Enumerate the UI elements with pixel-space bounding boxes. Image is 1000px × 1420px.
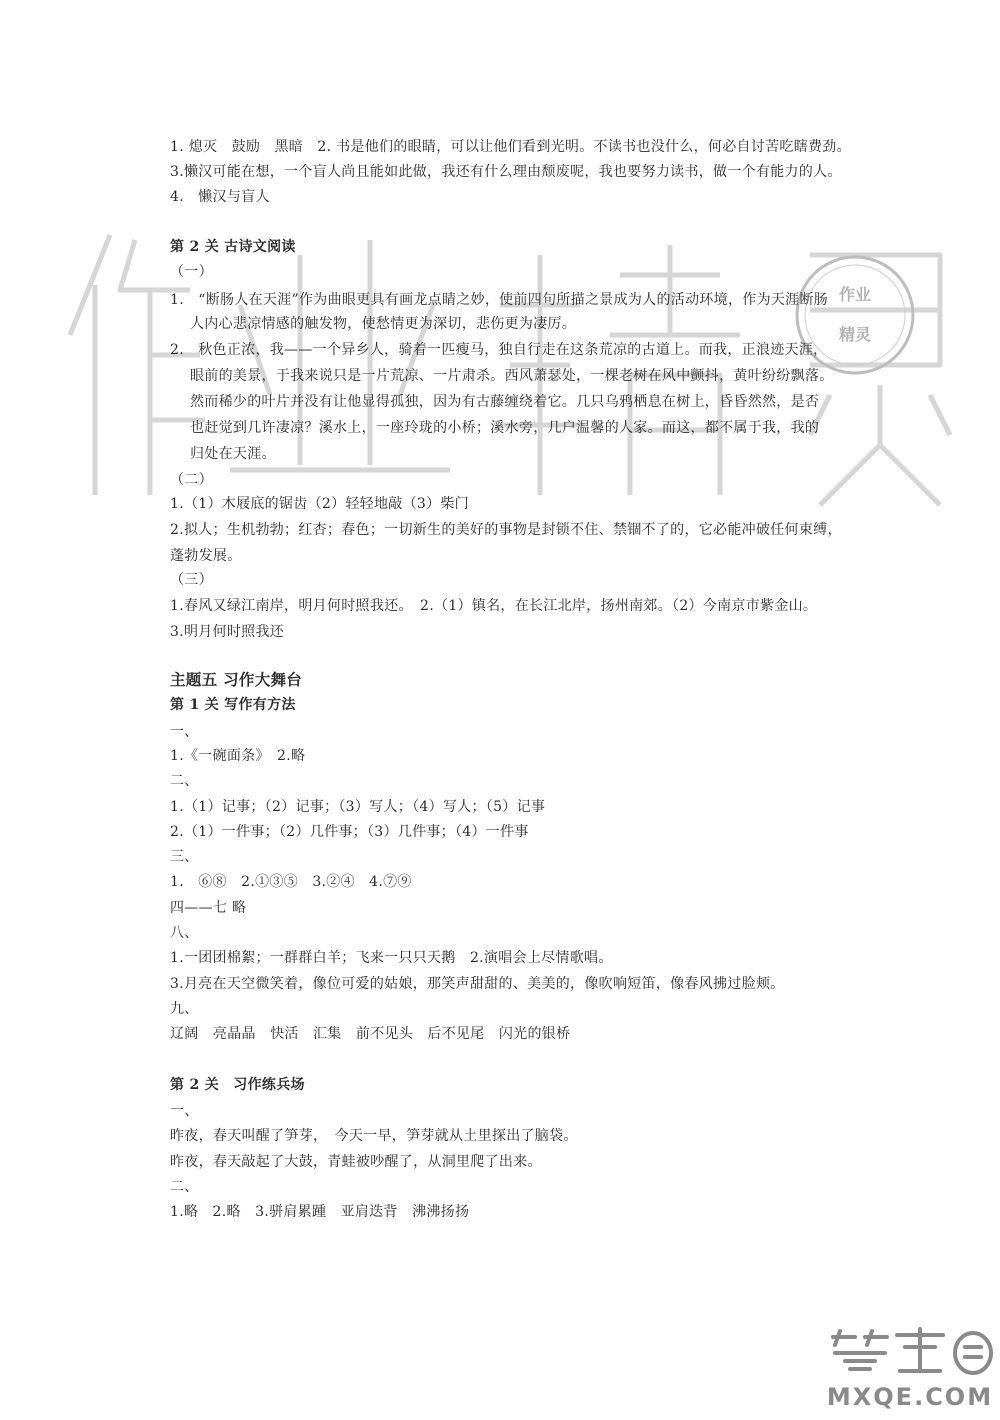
answer-line: 昨夜，春天敲起了大鼓，青蛙被吵醒了，从洞里爬了出来。 (170, 1154, 542, 1170)
answer-line: 人内心悲凉情感的触发物，使愁情更为深切，悲伤更为凄厉。 (190, 316, 577, 332)
answer-line: 1.一团团棉絮；一群群白羊；飞来一只只天鹅 2.演唱会上尽情歌唱。 (170, 950, 613, 966)
answer-line: 四——七 略 (170, 900, 247, 916)
answer-line: 然而稀少的叶片并没有让他显得孤独，因为有古藤缠绕着它。几只乌鸦栖息在树上，昏昏然然，是否 (190, 394, 820, 410)
answer-line: 3.明月何时照我还 (170, 624, 285, 640)
section-heading: 第 1 关 写作有方法 (170, 697, 296, 713)
answer-line: 昨夜，春天叫醒了笋芽， 今天一早，笋芽就从土里探出了脑袋。 (170, 1128, 578, 1144)
answer-line: 1.略 2.略 3.骈肩累踵 亚肩迭背 沸沸扬扬 (170, 1204, 470, 1220)
answer-line: 4. 懒汉与盲人 (170, 189, 270, 205)
subsection-label: 二、 (170, 1179, 199, 1195)
svg-text:作业精灵: 作业精灵 (40, 200, 105, 219)
answer-line: 1.（1）木屐底的锯齿（2）轻轻地敲（3）柴门 (170, 496, 469, 512)
subsection-label: （二） (170, 472, 213, 488)
theme-heading: 主题五 习作大舞台 (170, 670, 303, 689)
svg-text:精灵: 精灵 (838, 325, 872, 344)
svg-text:MXQE.COM: MXQE.COM (826, 1383, 994, 1411)
answer-line: 2.拟人；生机勃勃；红杏；春色；一切新生的美好的事物是封锁不住、禁锢不了的，它必能冲破任何束缚， (170, 522, 842, 538)
subsection-label: （一） (170, 264, 213, 280)
answer-line: 1.春风又绿江南岸，明月何时照我还。 2.（1）镇名，在长江北岸，扬州南郊。（2）今南京市紫金山。 (170, 598, 818, 614)
subsection-label: 一、 (170, 1103, 199, 1119)
answer-line: 2. 秋色正浓，我——一个异乡人，骑着一匹瘦马，独自行走在这条荒凉的古道上。而我，正浪迹天涯， (170, 342, 828, 358)
svg-text:作业: 作业 (838, 285, 872, 304)
answer-line: 归处在天涯。 (190, 446, 276, 462)
answer-line: 1. “断肠人在天涯”作为曲眼更具有画龙点睛之妙，使前四句所描之景成为人的活动环境，作为天涯断肠 (170, 292, 829, 308)
answer-line: 蓬勃发展。 (170, 548, 242, 564)
answer-line: 1.《一碗面条》 2.略 (170, 748, 306, 764)
answer-line: 辽阔 亮晶晶 快活 汇集 前不见头 后不见尾 闪光的银桥 (170, 1026, 571, 1042)
answer-line: 1.（1）记事；（2）记事；（3）写人；（4）写人；（5）记事 (170, 799, 546, 815)
subsection-label: 三、 (170, 849, 199, 865)
answer-line: 也赶觉到几许凄凉？溪水上，一座玲珑的小桥；溪水旁，几户温馨的人家。而这，都不属于我，我的 (190, 420, 820, 436)
subsection-label: 九、 (170, 1001, 199, 1017)
section-heading: 第 2 关 习作练兵场 (170, 1077, 305, 1093)
answer-line: 3.月亮在天空微笑着，像位可爱的姑娘，那笑声甜甜的、美美的，像吹响短笛，像春风拂过脸颊。 (170, 976, 785, 992)
subsection-label: 八、 (170, 925, 199, 941)
answer-line: 2.（1）一件事；（2）几件事；（3）几件事；（4）一件事 (170, 824, 529, 840)
answer-line: 眼前的美景，于我来说只是一片荒凉、一片肃杀。西风萧瑟处，一棵老树在风中颤抖，黄叶纷纷飘落。 (190, 368, 834, 384)
answer-line: 1. ⑥⑧ 2.①③⑤ 3.②④ 4.⑦⑨ (170, 874, 412, 890)
subsection-label: （三） (170, 572, 213, 588)
section-heading: 第 2 关 古诗文阅读 (170, 239, 296, 255)
answer-line: 3.懒汉可能在想，一个盲人尚且能如此做，我还有什么理由颓废呢，我也要努力读书，做一个有能力的人。 (170, 164, 842, 180)
answer-line: 1. 熄灭 鼓励 黑暗 2. 书是他们的眼睛，可以让他们看到光明。不读书也没什么，何必自讨苦吃瞎费劲。 (170, 139, 851, 155)
site-logo (825, 1325, 995, 1415)
subsection-label: 二、 (170, 773, 199, 789)
subsection-label: 一、 (170, 724, 199, 740)
